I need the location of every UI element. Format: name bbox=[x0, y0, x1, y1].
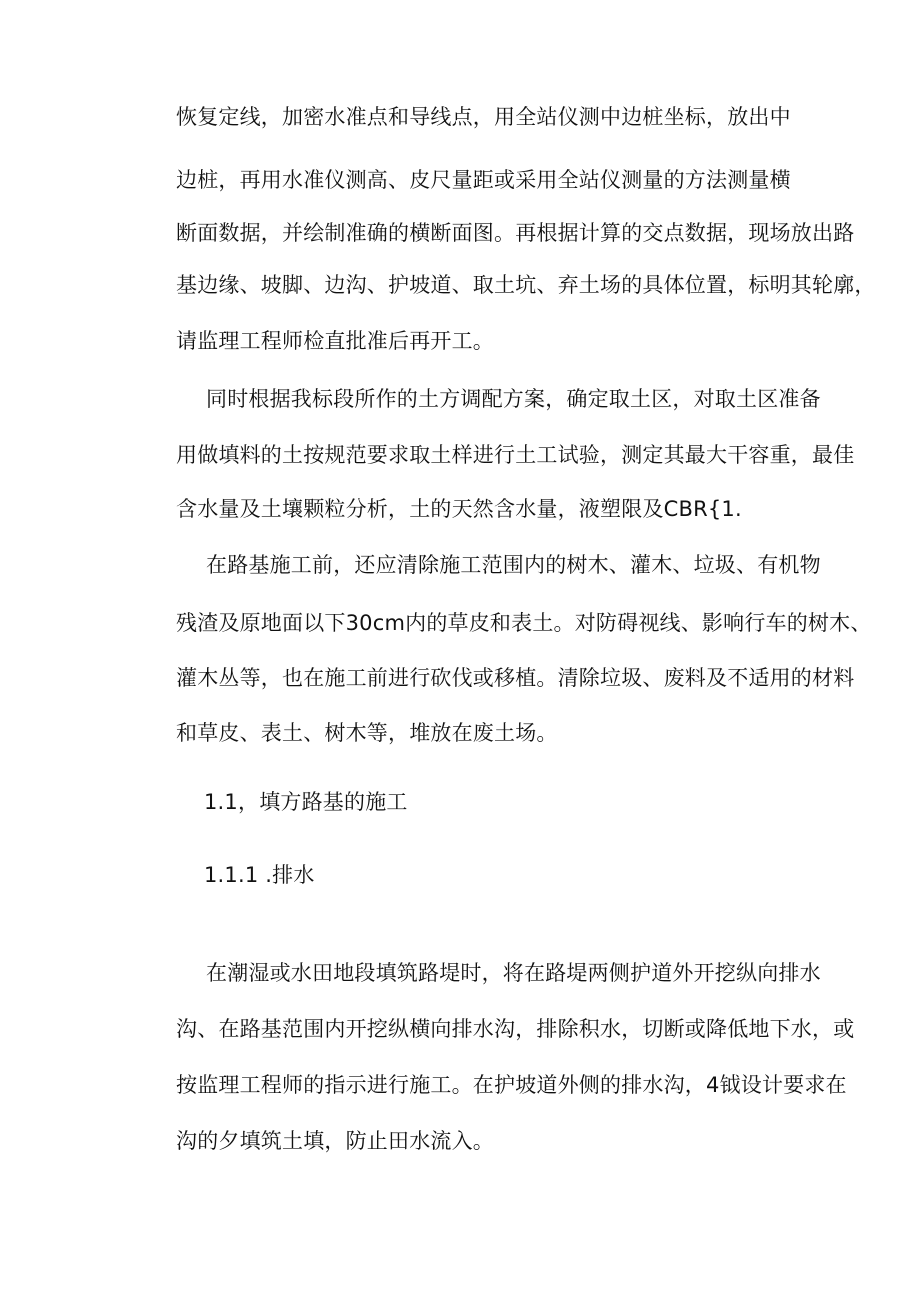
text-line: 恢复定线，加密水准点和导线点，用全站仪测中边桩坐标，放出中 bbox=[176, 105, 791, 129]
text-line: 基边缘、坡脚、边沟、护坡道、取土坑、弃土场的具体位置，标明其轮廓， bbox=[176, 273, 876, 297]
text-line: 请监理工程师检直批准后再开工。 bbox=[176, 329, 494, 353]
text-line: 边桩，再用水准仪测高、皮尺量距或采用全站仪测量的方法测量横 bbox=[176, 168, 791, 192]
text-line: 和草皮、表土、树木等，堆放在废土场。 bbox=[176, 721, 558, 745]
text-line: 灌木丛等，也在施工前进行砍伐或移植。清除垃圾、废料及不适用的材料 bbox=[176, 666, 855, 690]
section-heading: 1.1，填方路基的施工 bbox=[204, 790, 408, 814]
text-line: 沟、在路基范围内开挖纵横向排水沟，排除积水，切断或降低地下水，或 bbox=[176, 1017, 855, 1041]
text-line: 沟的夕填筑土填，防止田水流入。 bbox=[176, 1129, 494, 1153]
text-line: 用做填料的土按规范要求取土样进行土工试验，测定其最大干容重，最佳 bbox=[176, 443, 855, 467]
paragraph-first-line: 同时根据我标段所作的土方调配方案，确定取土区，对取土区准备 bbox=[206, 387, 821, 411]
subsection-heading: 1.1.1 .排水 bbox=[204, 863, 315, 887]
paragraph-first-line: 在潮湿或水田地段填筑路堤时，将在路堤两侧护道外开挖纵向排水 bbox=[206, 961, 821, 985]
text-line: 残渣及原地面以下30cm内的草皮和表土。对防碍视线、影响行车的树木、 bbox=[176, 611, 872, 635]
text-line: 按监理工程师的指示进行施工。在护坡道外侧的排水沟，4钺设计要求在 bbox=[176, 1073, 847, 1097]
text-line: 含水量及土壤颗粒分析，土的天然含水量，液塑限及CBR{1. bbox=[176, 497, 742, 521]
text-line: 断面数据，并绘制准确的横断面图。再根据计算的交点数据，现场放出路 bbox=[176, 221, 855, 245]
paragraph-first-line: 在路基施工前，还应清除施工范围内的树木、灌木、垃圾、有机物 bbox=[206, 553, 821, 577]
